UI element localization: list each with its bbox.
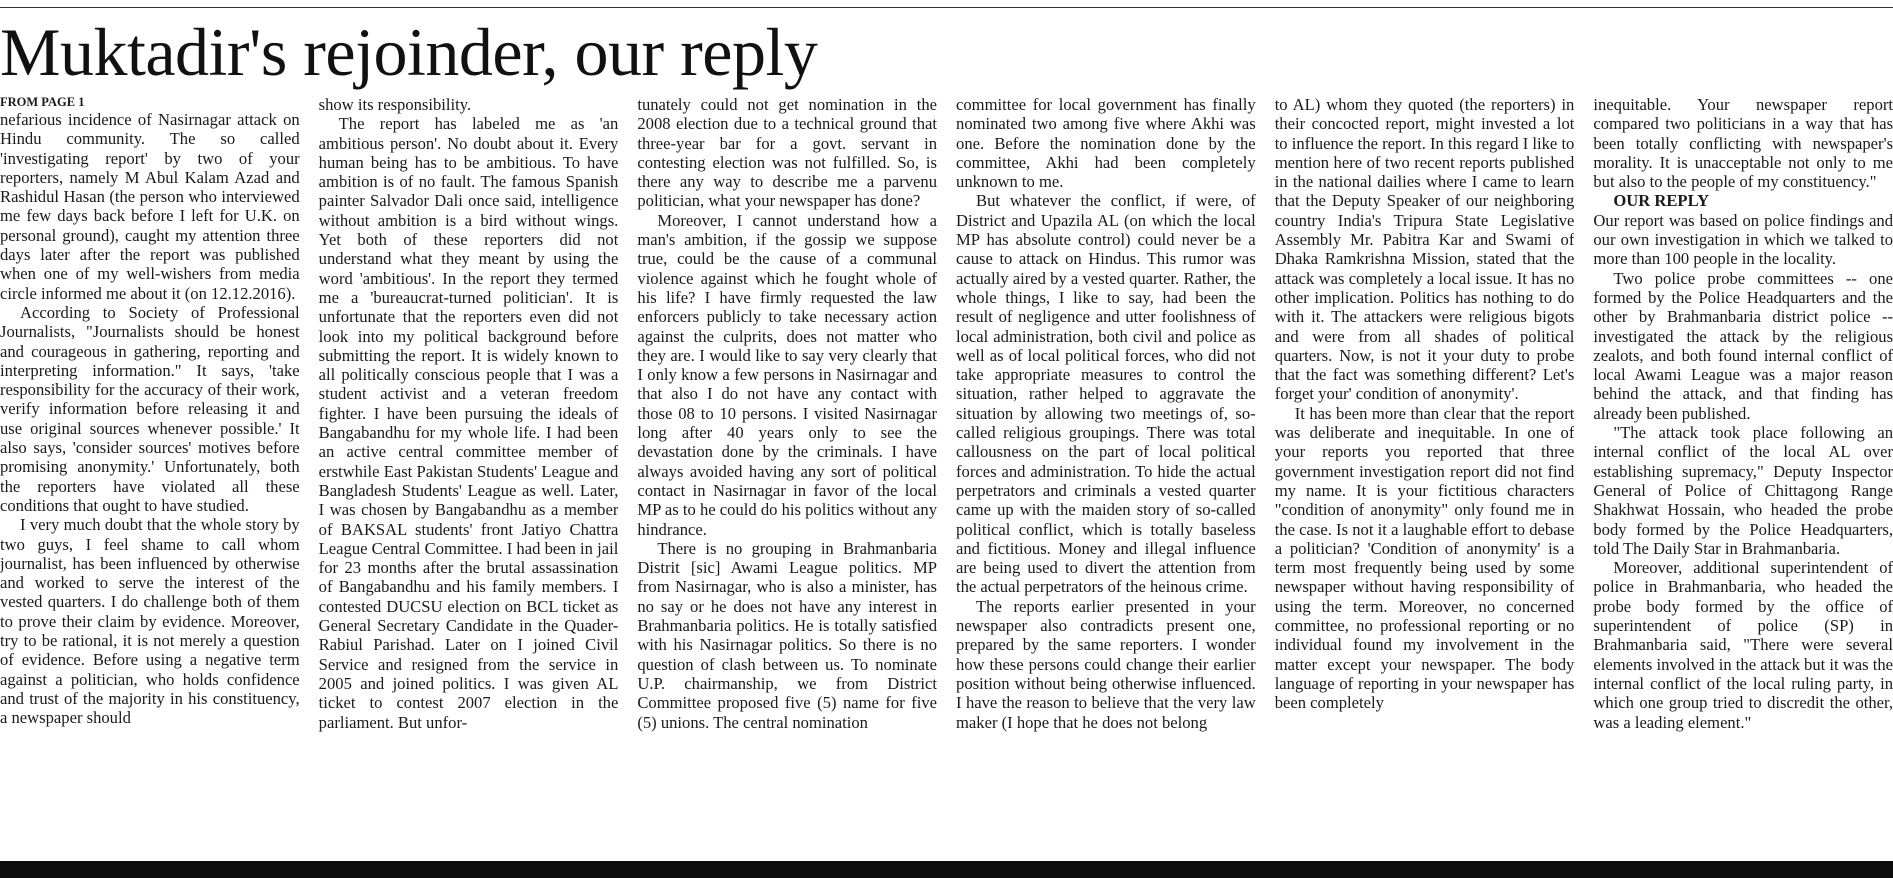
paragraph: inequitable. Your newspaper report compared two politicians in a way that has been totally conflicting with newspaper's morality. It is unacceptable not only to me but also to the people of my constituency." <box>1593 95 1893 192</box>
paragraph: nefarious incidence of Nasirnagar attack on Hindu community. The so called 'investigating report' by two of your reporters, namely M Abul Kalam Azad and Rashidul Hasan (the person who interviewed me few days back before I left for U.K. on personal ground), caught my attention three days later after the report was published when one of my well-wishers from media circle informed me about it (on 12.12.2016). <box>0 110 300 303</box>
column-1 <box>0 95 300 860</box>
paragraph: Two police probe committees -- one formed by the Police Headquarters and the other by Brahmanbaria district police -- investigated the attack by the religious zealots, and both found internal conflict of local Awami League was a major reason behind the attack, and that finding has already been published. <box>1593 268 1893 423</box>
paragraph: Our report was based on police findings and our own investigation in which we talked to more than 100 people in the locality. <box>1593 210 1893 269</box>
column-3 <box>637 95 937 860</box>
paragraph: show its responsibility. <box>318 95 472 114</box>
paragraph: The report has labeled me as 'an ambitious person'. No doubt about it. Every human being has to be ambitious. To have ambition is of no fault. The famous Spanish painter Salvador Dali once said, intelligence without ambition is a bird without wings. Yet both of these reporters did not understand what they meant by using the word 'ambitious'. In the report they termed me a 'bureaucrat-turned politician'. It is unfortunate that the reporters even did not look into my political background before submitting the report. It is widely known to all politically conscious people that I was a student activist and a veteran freedom fighter. I have been pursuing the ideals of Bangabandhu for my whole life. I had been an active central committee member of erstwhile East Pakistan Students' League and Bangladesh Students' League as well. Later, I was chosen by Bangabandhu as a member of BAKSAL students' front Jatiyo Chattra League Central Committee. I had been in jail for 23 months after the brutal assassination of Bangabandhu and his family members. I contested DUCSU election on BCL ticket as General Secretary Candidate in the Quader-Rabiul Parishad. Later on I joined Civil Service and resigned from the service in 2005 and joined politics. I was given AL ticket to contest 2007 election in the parliament. But unfor- <box>318 114 619 732</box>
headline: Muktadir's rejoinder, our reply <box>0 14 818 90</box>
paragraph: Moreover, additional superintendent of police in Brahmanbaria, who headed the probe body formed by the office of superintendent of police (SP) in Brahmanbaria said, "There were several elements involved in the attack but it was the internal conflict of the local ruling party, in which one group tried to discredit the other, was a leading element." <box>1593 558 1893 732</box>
paragraph: to AL) whom they quoted (the reporters) in their concocted report, might invested a lot to influence the report. In this regard I like to mention here of two recent reports published in the national dailies where I came to learn that the Deputy Speaker of our neighboring country India's Tripura State Legislative Assembly Mr. Pabitra Kar and Swami of Dhaka Ramkrishna Mission, stated that the attack was completely a local issue. It has no other implication. Politics has nothing to do with it. The attackers were religious bigots and were from all shades of political quarters. Now, is not it your duty to probe that the fact was something different? Let's forget your' condition of anonymity'. <box>1274 95 1575 404</box>
paragraph: According to Society of Professional Journalists, "Journalists should be honest and courageous in gathering, reporting and interpreting information." It says, 'take responsibility for the accuracy of their work, verify information before releasing it and use original sources whenever possible.' It also says, 'consider sources' motives before promising anonymity.' Unfortunately, both the reporters have violated all these conditions that ought to have studied. <box>0 302 300 515</box>
paragraph: I very much doubt that the whole story by two guys, I feel shame to call whom journalist, has been influenced by otherwise and worked to serve the interest of the vested quarters. I do challenge both of them to prove their claim by evidence. Moreover, try to be rational, it is not merely a question of evidence. Before using a negative term against a politician, who holds confidence and trust of the majority in his constituency, a newspaper should <box>0 515 300 728</box>
bottom-band <box>0 861 1893 878</box>
kicker-from-page-1: FROM PAGE 1 <box>0 95 85 109</box>
paragraph: "The attack took place following an internal conflict of the local AL over establishing supremacy," Deputy Inspector General of Police of Chittagong Range Shakhwat Hossain, who headed the probe body formed by the Police Headquarters, told The Daily Star in Brahmanbaria. <box>1593 423 1893 558</box>
subhead-our-reply: OUR REPLY <box>1613 191 1710 211</box>
paragraph: It has been more than clear that the report was deliberate and inequitable. In one of your reports you reported that three government investigation report did not find my name. It is your fictitious characters "condition of anonymity" only found me in the case. Is not it a laughable effort to debase a politician? 'Condition of anonymity' is a term most frequently being used by some newspaper without having responsibility of using the term. Moreover, no concerned committee, no professional reporting or no individual found my involvement in the matter except your newspaper. The body language of reporting in your newspaper has been completely <box>1274 403 1575 713</box>
column-2 <box>319 95 619 860</box>
paragraph: tunately could not get nomination in the 2008 election due to a technical ground that three-year bar for a govt. servant in contesting election was not fulfilled. So, is there any way to describe me a parvenu politician, what your newspaper has done? <box>637 95 938 211</box>
paragraph: There is no grouping in Brahmanbaria Distrit [sic] Awami League politics. MP from Nasirnagar, who is also a minister, has no say or he does not have any interest in Brahmanbaria politics. He is totally satisfied with his Nasirnagar politics. So there is no question of clash between us. To nominate U.P. chairmanship, we from District Committee proposed five (5) name for five (5) unions. The central nomination <box>637 538 938 732</box>
article-columns <box>0 95 1893 860</box>
paragraph: Moreover, I cannot understand how a man's ambition, if the gossip we suppose true, could be the cause of a communal violence against which he fought whole of his life? I have firmly requested the law enforcers publicly to take necessary action against the culprits, does not matter who they are. I would like to say very clearly that I only know a few persons in Nasirnagar and that also I do not have any contact with those 08 to 10 persons. I visited Nasirnagar long after 40 years only to see the devastation done by the criminals. I have always avoided having any sort of political contact in Nasirnagar in favor of the local MP as to he could do his politics without any hindrance. <box>637 210 938 539</box>
paragraph: The reports earlier presented in your newspaper also contradicts present one, prepared by the same reporters. I wonder how these persons could change their earlier position without being otherwise influenced. I have the reason to believe that the very law maker (I hope that he does not belong <box>956 596 1256 732</box>
paragraph: committee for local government has finally nominated two among five where Akhi was one. Before the nomination done by the committee, Akhi had been completely unknown to me. <box>956 95 1256 192</box>
top-rule <box>0 7 1893 8</box>
column-4 <box>956 95 1256 860</box>
column-5 <box>1275 95 1575 860</box>
column-6 <box>1593 95 1893 860</box>
paragraph: But whatever the conflict, if were, of District and Upazila AL (on which the local MP has absolute control) could never be a cause to attack on Hindus. This rumor was actually aired by a vested quarter. Rather, the whole things, I like to say, had been the result of negligence and utter foolishness of local administration, both civil and police as well as of local political forces, who did not take appropriate measures to control the situation, rather helped to aggravate the situation by allowing two meetings of, so-called religious groupings. There was total callousness on the part of local political forces and administration. To hide the actual perpetrators and criminals a vested quarter came up with the maiden story of so-called political conflict, which is totally baseless and fictitious. Money and illegal influence are being used to divert the attention from the actual perpetrators of the heinous crime. <box>956 191 1256 597</box>
